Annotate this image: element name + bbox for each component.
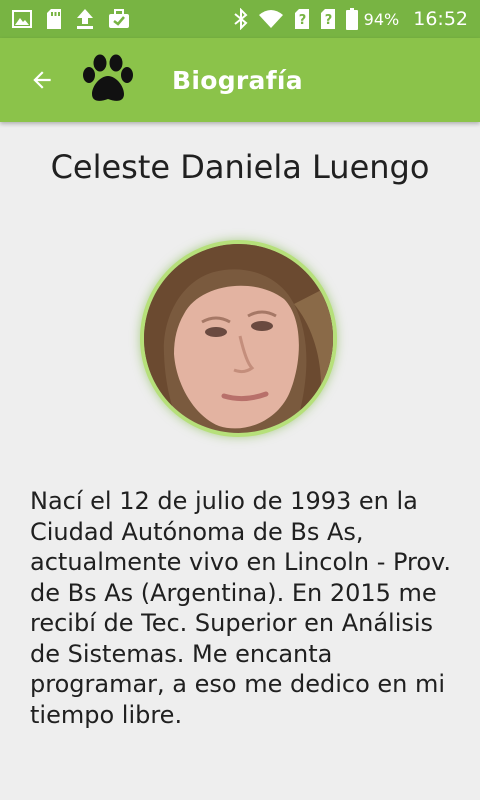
back-button[interactable]	[14, 52, 70, 108]
unknown-sim-icon	[294, 8, 310, 30]
svg-text:?: ?	[298, 13, 306, 28]
page-title: Biografía	[172, 65, 303, 95]
battery-icon	[346, 8, 358, 30]
unknown-sim-icon	[320, 8, 336, 30]
clock: 16:52	[413, 8, 468, 30]
sd-card-icon	[46, 8, 62, 30]
briefcase-check-icon	[108, 9, 130, 29]
paw-logo-icon	[80, 52, 136, 108]
notification-icons	[12, 8, 144, 30]
battery-percentage: 94%	[363, 9, 400, 29]
avatar-frame	[140, 240, 337, 437]
image-icon	[12, 9, 32, 29]
system-icons	[224, 8, 468, 30]
app-bar	[0, 38, 480, 122]
status-bar	[0, 0, 480, 38]
biography-text: Nací el 12 de julio de 1993 en la Ciudad Autónoma de Bs As, actualmente vivo en Lincoln - Prov. de Bs As (Argentina). En 2015 me recibí de Tec. Superior en Análisis de Sistemas. Me encanta programar, a eso me dedico en mi tiempo libre.	[30, 487, 452, 729]
wifi-icon	[258, 9, 284, 29]
profile-name: Celeste Daniela Luengo	[50, 148, 430, 186]
bluetooth-icon	[234, 8, 248, 30]
svg-text:?: ?	[324, 13, 332, 28]
arrow-left-icon	[29, 67, 55, 93]
avatar	[144, 244, 333, 433]
upload-icon	[76, 8, 94, 30]
